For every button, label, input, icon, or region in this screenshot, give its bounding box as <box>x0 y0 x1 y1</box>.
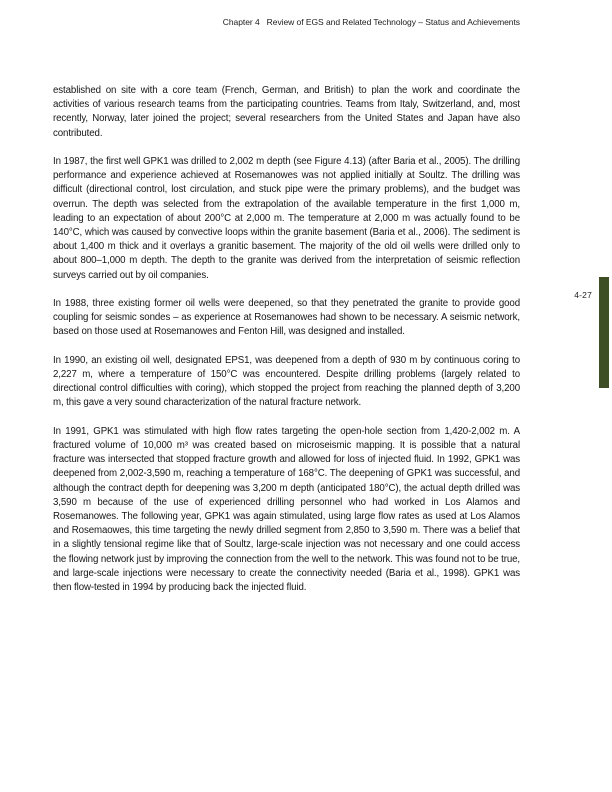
body-paragraph: In 1988, three existing former oil wells were deepened, so that they penetrated the granite to provide good coupling for seismic sondes – as experience at Rosemanowes had shown to be necessary. A seismic network, based on those used at Rosemanowes and Fenton Hill, was designed and installed. <box>53 298 520 338</box>
page-header <box>53 17 520 27</box>
body-paragraph: established on site with a core team (French, German, and British) to plan the work and coordinate the activities of various research teams from the participating countries. Teams from Italy, Switzerland, and, most recently, Norway, later joined the project; several researchers from the United States and Japan have also contributed. <box>53 85 520 139</box>
chapter-tab-marker <box>599 277 609 388</box>
body-paragraph: In 1991, GPK1 was stimulated with high flow rates targeting the open-hole section from 1,420-2,002 m. A fractured volume of 10,000 m³ was created based on microseismic mapping. It is possible that a natural fracture was intersected that stopped fracture growth and allowed for loss of injected fluid. In 1992, GPK1 was deepened from 2,002-3,590 m, reaching a temperature of 168°C. The deepening of GPK1 was successful, and although the contract depth for deepening was 3,200 m depth (anticipated 180°C), the actual depth drilled was 3,590 m because of the use of experienced drilling personnel who had worked in Los Alamos and Rosemanowes. The following year, GPK1 was again stimulated, using large flow rates as used at Los Alamos and Rosemaowes, this time targeting the newly drilled segment from 2,850 to 3,590 m. There was a belief that in a slightly tensional regime like that of Soultz, large-scale injection was not necessary and one could access the flowing network just by improving the connection from the well to the network. This was found not to be true, and large-scale injections were necessary to create the connectivity needed (Baria et al., 1998). GPK1 was then flow-tested in 1994 by producing back the injected fluid. <box>53 425 520 594</box>
body-paragraph: In 1987, the first well GPK1 was drilled to 2,002 m depth (see Figure 4.13) (after Baria et al., 2005). The drilling performance and experience achieved at Rosemanowes was not applied initially at Soultz. The drilling was difficult (directional control, lost circulation, and stuck pipe were the primary problems), and the budget was overrun. The depth was selected from the extrapolation of the available temperature in the first 1,000 m, leading to an expectation of about 200°C at 2,000 m. The temperature at 2,000 m was actually found to be 140°C, which was caused by convective loops within the granite basement (Baria et al., 2006). The sediment is about 1,400 m thick and it overlays a granitic basement. The majority of the old oil wells were drilled only to about 800–1,000 m depth. The depth to the granite was derived from the interpretation of seismic reflection surveys carried out by oil companies. <box>53 156 520 281</box>
body-paragraph: In 1990, an existing oil well, designated EPS1, was deepened from a depth of 930 m by continuous coring to 2,227 m, where a temperature of 150°C was encountered. Despite drilling problems (largely related to directional control difficulties with coring), which stopped the project from reaching the planned depth of 3,200 m, this gave a very sound characterization of the natural fracture network. <box>53 354 520 409</box>
body-text <box>53 84 520 609</box>
header-title: Review of EGS and Related Technology – Status and Achievements <box>266 17 520 27</box>
chapter-label: Chapter 4 <box>222 17 260 27</box>
page-number-label: 4-27 <box>574 290 592 300</box>
